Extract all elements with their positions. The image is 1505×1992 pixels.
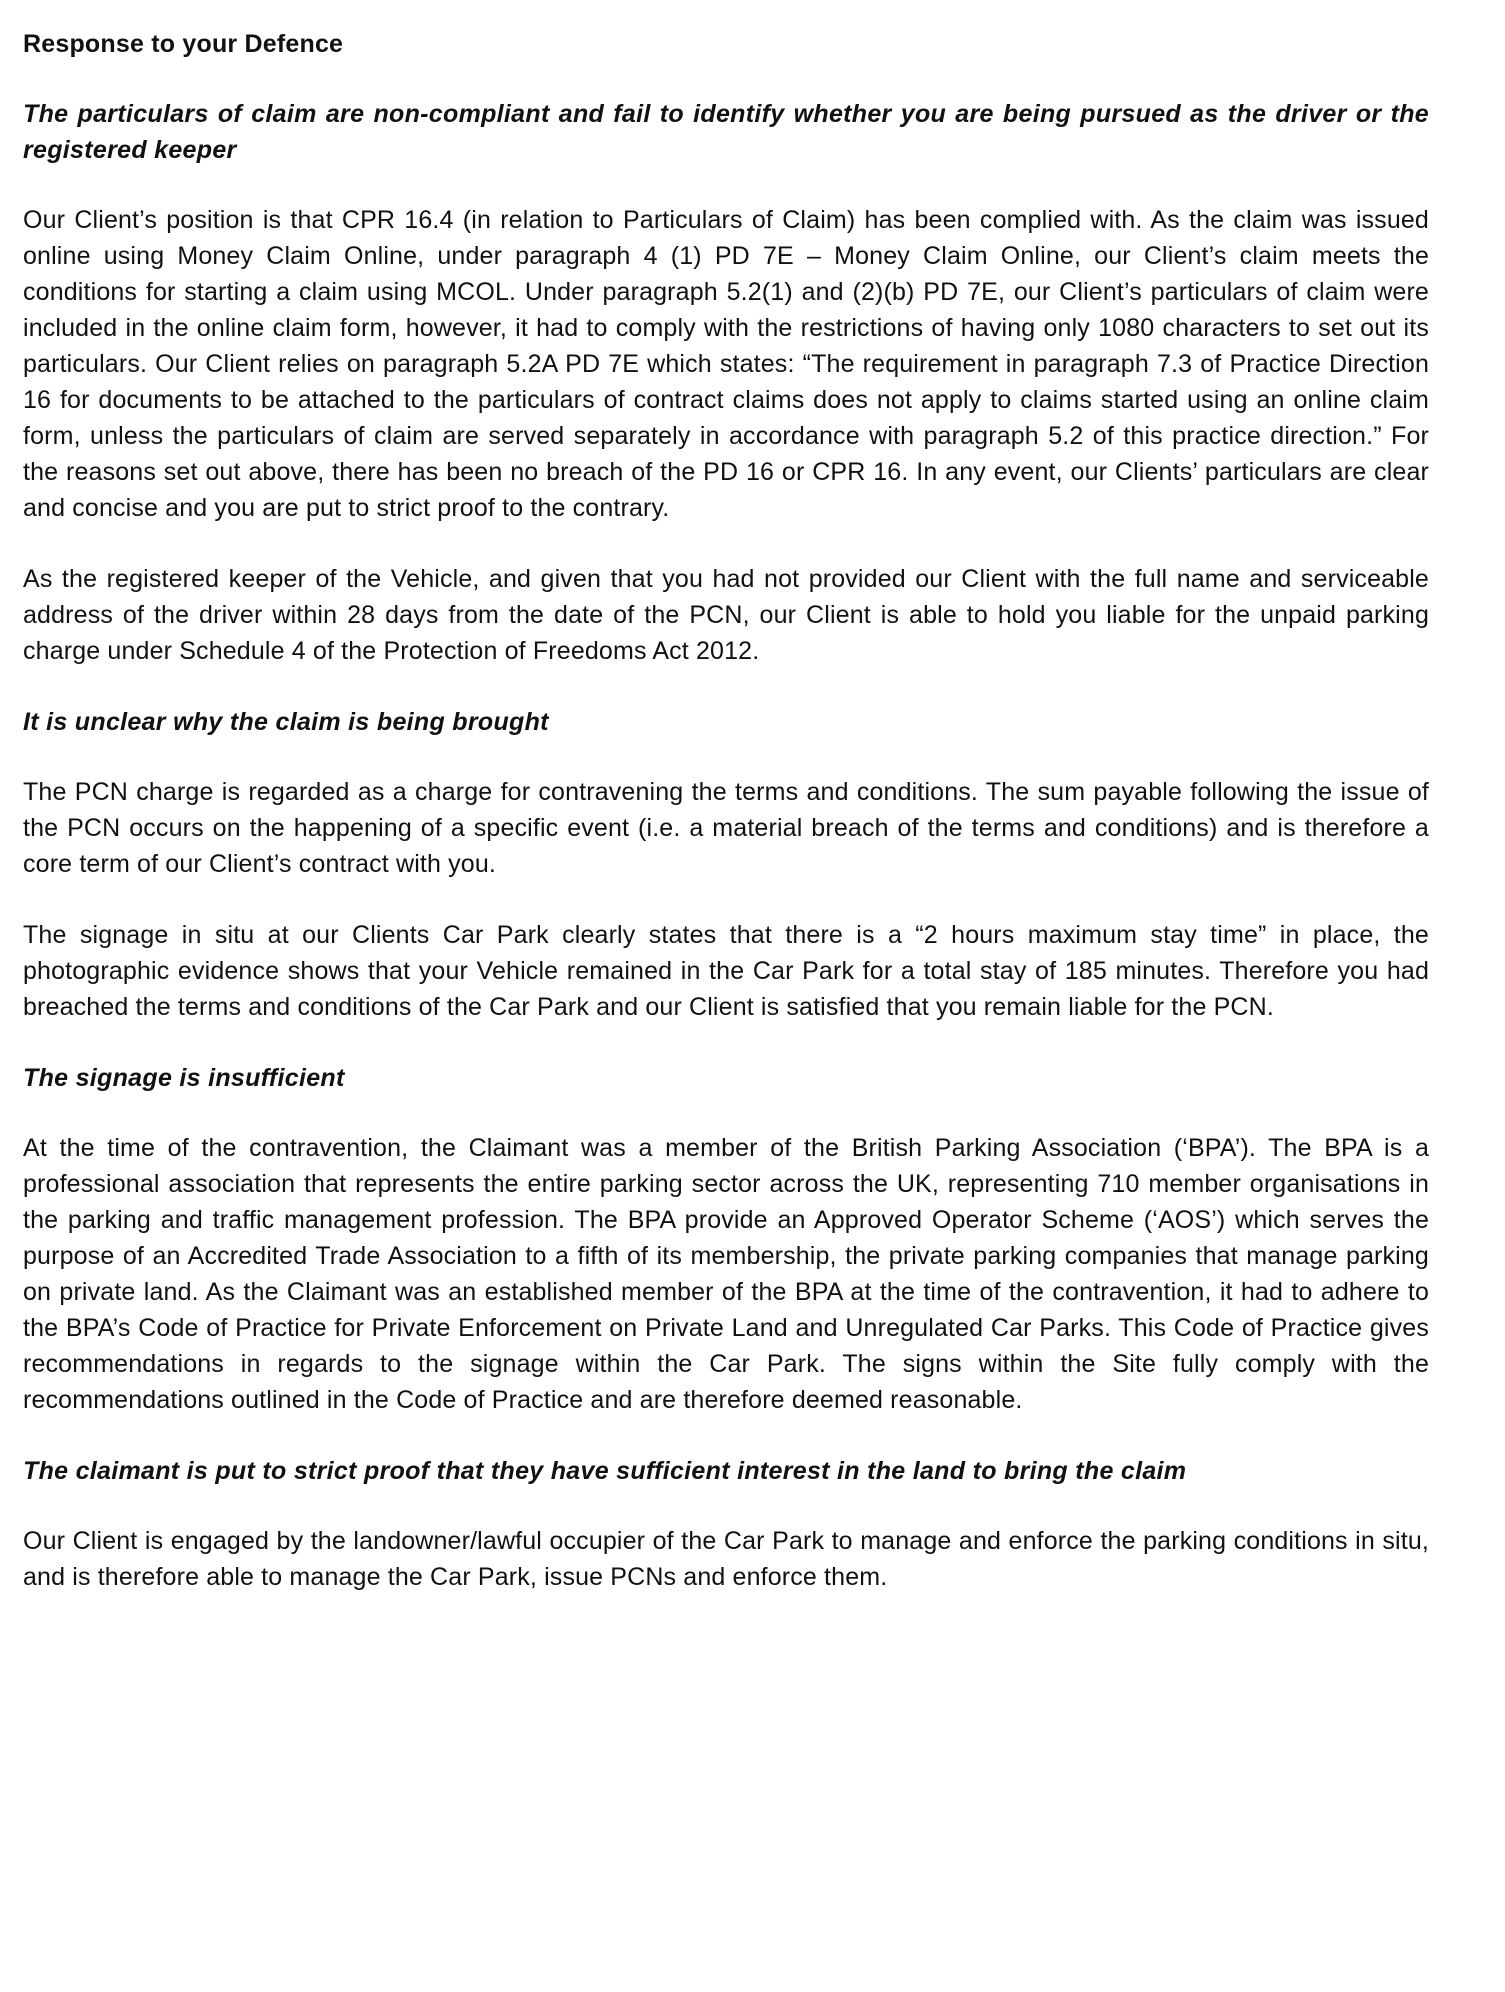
section-heading: The claimant is put to strict proof that they have sufficient interest in the land to bring the claim: [23, 1457, 1187, 1485]
document-title: Response to your Defence: [23, 30, 344, 58]
paragraph-landowner-engagement: Our Client is engaged by the landowner/lawful occupier of the Car Park to manage and enforce the parking conditions in situ, and is therefore able to manage the Car Park, issue PCNs and enforce them.: [23, 1527, 1429, 1591]
section-unclear-claim: [23, 704, 1429, 1025]
paragraph-bpa-membership: At the time of the contravention, the Claimant was a member of the British Parking Association (‘BPA’). The BPA is a professional association that represents the entire parking sector across the UK, representing 710 member organisations in the parking and traffic management profession. The BPA provide an Approved Operator Scheme (‘AOS’) which serves the purpose of an Accredited Trade Association to a fifth of its membership, the private parking companies that manage parking on private land. As the Claimant was an established member of the BPA at the time of the contravention, it had to adhere to the BPA’s Code of Practice for Private Enforcement on Private Land and Unregulated Car Parks. This Code of Practice gives recommendations in regards to the signage within the Car Park. The signs within the Site fully comply with the recommendations outlined in the Code of Practice and are therefore deemed reasonable.: [23, 1134, 1429, 1414]
section-interest-in-land: [23, 1453, 1429, 1595]
section-heading: The particulars of claim are non-compliant and fail to identify whether you are being pursued as the driver or the registered keeper: [23, 100, 1429, 164]
paragraph-signage-stay-time: The signage in situ at our Clients Car Park clearly states that there is a “2 hours maximum stay time” in place, the photographic evidence shows that your Vehicle remained in the Car Park for a total stay of 185 minutes. Therefore you had breached the terms and conditions of the Car Park and our Client is satisfied that you remain liable for the PCN.: [23, 921, 1429, 1021]
paragraph-registered-keeper-liability: As the registered keeper of the Vehicle, and given that you had not provided our Client with the full name and serviceable address of the driver within 28 days from the date of the PCN, our Client is able to hold you liable for the unpaid parking charge under Schedule 4 of the Protection of Freedoms Act 2012.: [23, 565, 1429, 665]
document-page: [23, 26, 1429, 1595]
paragraph-cpr-compliance: Our Client’s position is that CPR 16.4 (in relation to Particulars of Claim) has been complied with. As the claim was issued online using Money Claim Online, under paragraph 4 (1) PD 7E – Money Claim Online, our Client’s claim meets the conditions for starting a claim using MCOL. Under paragraph 5.2(1) and (2)(b) PD 7E, our Client’s particulars of claim were included in the online claim form, however, it had to comply with the restrictions of having only 1080 characters to set out its particulars. Our Client relies on paragraph 5.2A PD 7E which states: “The requirement in paragraph 7.3 of Practice Direction 16 for documents to be attached to the particulars of contract claims does not apply to claims started using an online claim form, unless the particulars of claim are served separately in accordance with paragraph 5.2 of this practice direction.” For the reasons set out above, there has been no breach of the PD 16 or CPR 16. In any event, our Clients’ particulars are clear and concise and you are put to strict proof to the contrary.: [23, 206, 1429, 522]
section-heading: The signage is insufficient: [23, 1064, 345, 1092]
section-particulars-of-claim: [23, 96, 1429, 669]
section-signage-insufficient: [23, 1060, 1429, 1418]
section-heading: It is unclear why the claim is being brought: [23, 708, 549, 736]
paragraph-pcn-charge: The PCN charge is regarded as a charge for contravening the terms and conditions. The sum payable following the issue of the PCN occurs on the happening of a specific event (i.e. a material breach of the terms and conditions) and is therefore a core term of our Client’s contract with you.: [23, 778, 1429, 878]
